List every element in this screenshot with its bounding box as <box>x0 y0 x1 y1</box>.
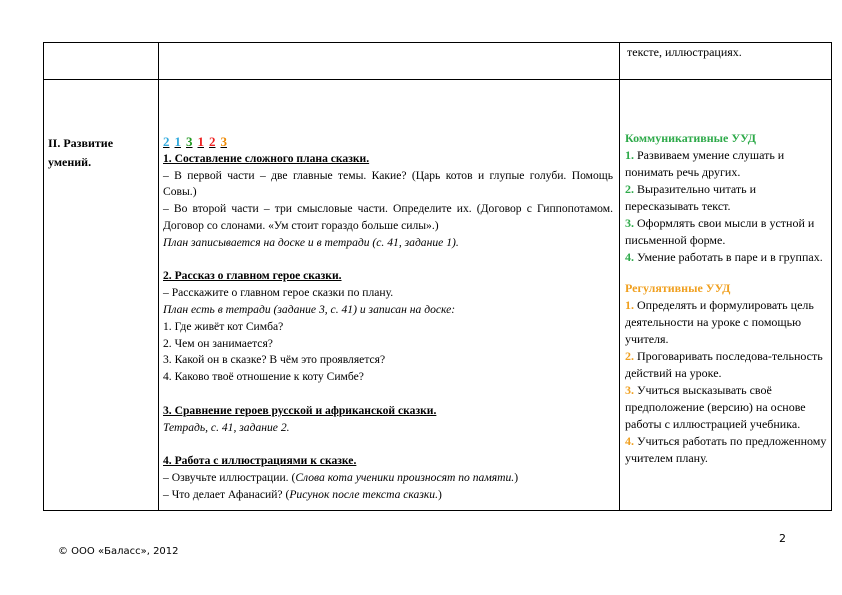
uud-cell <box>620 80 832 511</box>
uud-item <box>625 147 827 181</box>
task2-question: 1. Где живёт кот Симба? <box>163 319 284 333</box>
level-number: 1 <box>197 134 204 149</box>
uud-item-text: Выразительно читать и пересказывать текст. <box>625 182 757 213</box>
task1-title: 1. Составление сложного плана сказки. <box>163 151 370 165</box>
lesson-content <box>159 80 619 504</box>
uud-item-number: 1. <box>625 148 634 162</box>
task4-line1: – Озвучьте иллюстрации. (Слова кота ученики произносят по памяти.) <box>163 470 519 484</box>
uud-item-text: Умение работать в паре и в группах. <box>634 250 823 264</box>
level-number: 3 <box>186 134 193 149</box>
level-number: 2 <box>163 134 170 149</box>
stage-title: II. Развитие умений. <box>48 136 114 169</box>
uud-item <box>625 382 827 433</box>
level-number: 1 <box>174 134 181 149</box>
content-cell-empty <box>159 43 620 80</box>
uud-item <box>625 348 827 382</box>
task2-question: 3. Какой он в сказке? В чём это проявляется? <box>163 353 386 367</box>
page-number: 2 <box>779 532 786 545</box>
stage-cell-empty <box>44 43 159 80</box>
task2-question: 2. Чем он занимается? <box>163 336 273 350</box>
communicative-uud-items <box>625 147 827 266</box>
uud-item-text: Оформлять свои мысли в устной и письменной форме. <box>625 216 815 247</box>
task3-note: Тетрадь, с. 41, задание 2. <box>163 420 290 434</box>
uud-item <box>625 433 827 467</box>
lesson-table <box>43 42 832 511</box>
task1-note: План записывается на доске и в тетради (с. 41, задание 1). <box>163 235 459 249</box>
uud-item <box>625 181 827 215</box>
communicative-uud-title: Коммуникативные УУД <box>625 131 757 145</box>
prev-text: тексте, иллюстрациях. <box>627 45 742 59</box>
task2-question: 4. Каково твоё отношение к коту Симбе? <box>163 370 364 384</box>
uud-item-number: 4. <box>625 250 634 264</box>
uud-item-text: Определять и формулировать цель деятельности на уроке с помощью учителя. <box>625 298 814 346</box>
uud-list <box>620 80 831 467</box>
content-cell <box>159 80 620 511</box>
task4-line2: – Что делает Афанасий? (Рисунок после текста сказки.) <box>163 487 442 501</box>
task1-line1: – В первой части – две главные темы. Какие? (Царь котов и глупые голуби. Помощь Совы.) <box>163 168 613 199</box>
uud-item-text: Учиться работать по предложенному учителем плану. <box>625 434 827 465</box>
level-number: 3 <box>220 134 227 149</box>
uud-item-number: 3. <box>625 383 634 397</box>
uud-item <box>625 297 827 348</box>
difficulty-levels <box>163 134 613 151</box>
task4-title: 4. Работа с иллюстрациями к сказке. <box>163 454 357 468</box>
table-row <box>44 43 832 80</box>
uud-item-text: Учиться высказывать своё предположение (версию) на основе работы с иллюстрацией учебника. <box>625 383 806 431</box>
task1-line2: – Во второй части – три смысловые части. Определите их. (Договор с Гиппопотамом. Договор со слонами. «Ум стоит гораздо больше силы».) <box>163 202 613 232</box>
task2-note: План есть в тетради (задание 3, с. 41) и записан на доске: <box>163 302 456 316</box>
uud-item-number: 3. <box>625 216 634 230</box>
level-number: 2 <box>209 134 216 149</box>
stage-cell <box>44 80 159 511</box>
table-row <box>44 80 832 511</box>
uud-item-number: 2. <box>625 349 634 363</box>
regulatory-uud-title: Регулятивные УУД <box>625 281 731 295</box>
uud-item <box>625 215 827 249</box>
copyright: © ООО «Баласс», 2012 <box>58 546 179 557</box>
task2-line1: – Расскажите о главном герое сказки по плану. <box>163 286 394 300</box>
uud-item-text: Проговаривать последова-тельность действий на уроке. <box>625 349 823 380</box>
uud-item-number: 2. <box>625 182 634 196</box>
uud-item-text: Развиваем умение слушать и понимать речь других. <box>625 148 785 179</box>
uud-item-number: 1. <box>625 298 634 312</box>
task3-title: 3. Сравнение героев русской и африканской сказки. <box>163 403 437 417</box>
uud-item <box>625 249 827 266</box>
regulatory-uud-items <box>625 297 827 467</box>
uud-item-number: 4. <box>625 434 634 448</box>
uud-cell-prev <box>620 43 832 80</box>
task2-title: 2. Рассказ о главном герое сказки. <box>163 269 342 283</box>
